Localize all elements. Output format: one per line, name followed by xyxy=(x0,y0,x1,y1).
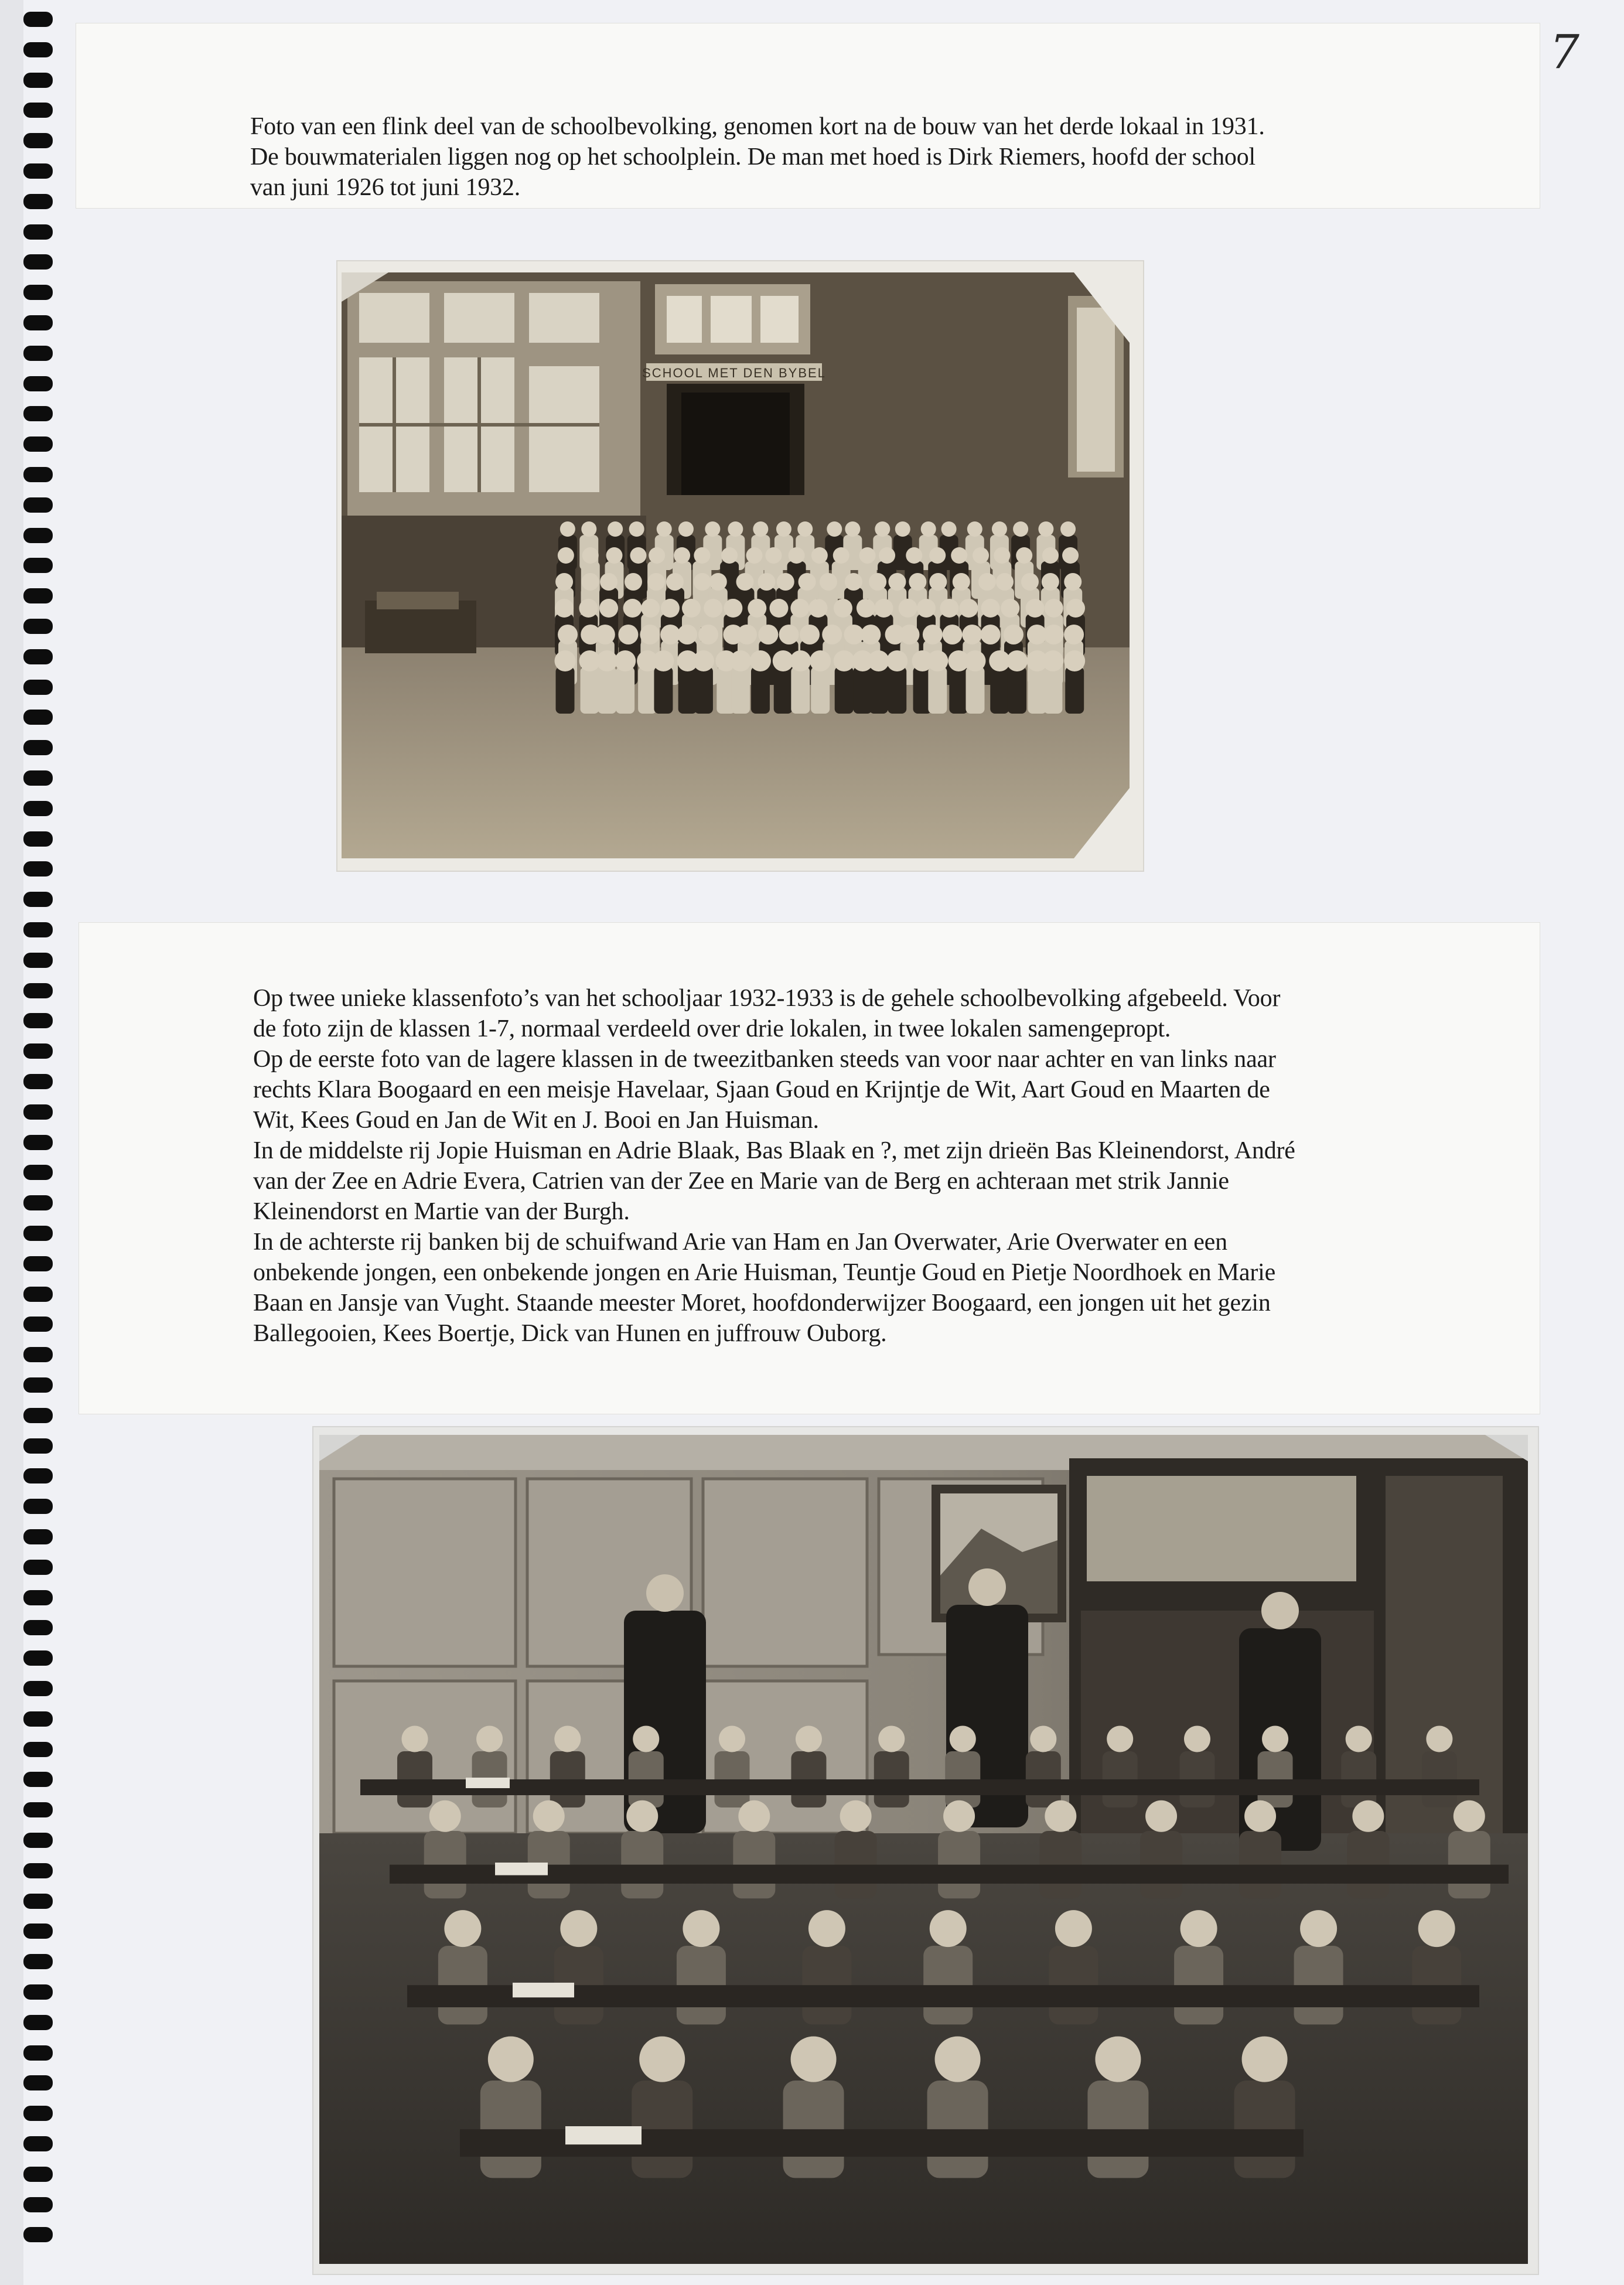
binding-ring xyxy=(23,1499,53,1514)
binding-ring xyxy=(23,1135,53,1150)
caption-top-line: De bouwmaterialen liggen nog op het schoolplein. De man met hoed is Dirk Riemers, hoofd der school xyxy=(250,144,1255,170)
binding-ring xyxy=(23,2075,53,2090)
binding-ring xyxy=(23,801,53,816)
binding-ring xyxy=(23,649,53,664)
binding-ring xyxy=(23,73,53,88)
caption-middle-line: van der Zee en Adrie Evera, Catrien van der Zee en Marie van de Berg en achteraan met strik Jannie xyxy=(253,1168,1229,1195)
binding-ring xyxy=(23,680,53,695)
binding-ring xyxy=(23,2197,53,2212)
caption-middle-line: Op twee unieke klassenfoto’s van het schooljaar 1932-1933 is de gehele schoolbevolking afgebeeld. Voor xyxy=(253,985,1281,1012)
binding-ring xyxy=(23,1013,53,1028)
binding-ring xyxy=(23,1104,53,1120)
binding-ring xyxy=(23,194,53,209)
binding-ring xyxy=(23,1256,53,1271)
caption-middle-line: Op de eerste foto van de lagere klassen in de tweezitbanken steeds van voor naar achter en van links naar xyxy=(253,1046,1276,1073)
binding-ring xyxy=(23,1165,53,1180)
caption-middle-line: de foto zijn de klassen 1-7, normaal verdeeld over drie lokalen, in twee lokalen samengepropt. xyxy=(253,1015,1171,1042)
caption-top-line: van juni 1926 tot juni 1932. xyxy=(250,174,521,201)
binding-ring xyxy=(23,133,53,148)
caption-middle-line: rechts Klara Boogaard en een meisje Havelaar, Sjaan Goud en Krijntje de Wit, Aart Goud en Maarten de xyxy=(253,1076,1270,1103)
caption-middle-line: Baan en Jansje van Vught. Staande meester Moret, hoofdonderwijzer Boogaard, een jongen uit het gezin xyxy=(253,1290,1271,1317)
binding-ring xyxy=(23,12,53,27)
caption-middle-line: Ballegooien, Kees Boertje, Dick van Hunen en juffrouw Ouborg. xyxy=(253,1320,887,1347)
binding-ring xyxy=(23,831,53,847)
binding-ring xyxy=(23,1650,53,1666)
binding-ring xyxy=(23,2045,53,2061)
binding-ring xyxy=(23,1742,53,1757)
binding-ring xyxy=(23,1317,53,1332)
binding-ring xyxy=(23,1681,53,1696)
binding-ring xyxy=(23,1590,53,1605)
binding-ring xyxy=(23,983,53,998)
binding-ring xyxy=(23,224,53,240)
binding-ring xyxy=(23,2015,53,2030)
spiral-binding xyxy=(23,12,56,2273)
school-sign-text: SCHOOL MET DEN BYBEL xyxy=(642,366,826,380)
binding-ring xyxy=(23,740,53,755)
binding-ring xyxy=(23,1438,53,1454)
binding-ring xyxy=(23,163,53,179)
binding-ring xyxy=(23,2227,53,2242)
binding-ring xyxy=(23,1560,53,1575)
binding-ring xyxy=(23,346,53,361)
caption-middle-line: Wit, Kees Goud en Jan de Wit en J. Booi en Jan Huisman. xyxy=(253,1107,819,1134)
caption-middle-line: In de middelste rij Jopie Huisman en Adrie Blaak, Bas Blaak en ?, met zijn drieën Bas Kleinendorst, André xyxy=(253,1137,1295,1164)
binding-ring xyxy=(23,1954,53,1969)
binding-ring xyxy=(23,1620,53,1635)
binding-ring xyxy=(23,710,53,725)
binding-ring xyxy=(23,254,53,270)
binding-ring xyxy=(23,1377,53,1393)
binding-ring xyxy=(23,497,53,513)
binding-ring xyxy=(23,1863,53,1878)
binding-ring xyxy=(23,1074,53,1089)
binding-ring xyxy=(23,1833,53,1848)
binding-ring xyxy=(23,2106,53,2121)
binding-ring xyxy=(23,406,53,421)
binding-ring xyxy=(23,1195,53,1210)
binding-ring xyxy=(23,1772,53,1787)
binding-ring xyxy=(23,436,53,452)
classroom-photo xyxy=(319,1435,1528,2264)
binding-ring xyxy=(23,1226,53,1241)
binding-ring xyxy=(23,1347,53,1362)
binding-ring xyxy=(23,588,53,603)
binding-ring xyxy=(23,1408,53,1423)
binding-ring xyxy=(23,528,53,543)
binding-ring xyxy=(23,619,53,634)
binding-ring xyxy=(23,376,53,391)
binding-ring xyxy=(23,1468,53,1483)
page-edge xyxy=(0,0,23,2285)
caption-top-line: Foto van een flink deel van de schoolbevolking, genomen kort na de bouw van het derde lokaal in 1931. xyxy=(250,113,1265,140)
binding-ring xyxy=(23,892,53,907)
binding-ring xyxy=(23,953,53,968)
binding-ring xyxy=(23,922,53,937)
binding-ring xyxy=(23,1984,53,2000)
binding-ring xyxy=(23,2136,53,2151)
caption-middle xyxy=(79,923,1540,1414)
binding-ring xyxy=(23,103,53,118)
caption-middle-line: In de achterste rij banken bij de schuifwand Arie van Ham en Jan Overwater, Arie Overwater en een xyxy=(253,1229,1227,1256)
binding-ring xyxy=(23,1529,53,1544)
binding-ring xyxy=(23,770,53,786)
binding-ring xyxy=(23,315,53,330)
binding-ring xyxy=(23,1894,53,1909)
binding-ring xyxy=(23,558,53,573)
page-number: 7 xyxy=(1550,25,1579,79)
binding-ring xyxy=(23,285,53,300)
caption-top xyxy=(76,23,1540,208)
binding-ring xyxy=(23,1711,53,1727)
binding-ring xyxy=(23,1043,53,1059)
caption-middle-line: Kleinendorst en Martie van der Burgh. xyxy=(253,1198,630,1225)
binding-ring xyxy=(23,467,53,482)
caption-middle-line: onbekende jongen, een onbekende jongen en Arie Huisman, Teuntje Goud en Pietje Noordhoek en Marie xyxy=(253,1259,1276,1286)
binding-ring xyxy=(23,861,53,877)
binding-ring xyxy=(23,42,53,57)
binding-ring xyxy=(23,2167,53,2182)
binding-ring xyxy=(23,1924,53,1939)
binding-ring xyxy=(23,1802,53,1817)
binding-ring xyxy=(23,1287,53,1302)
school-building-photo xyxy=(342,272,1130,858)
